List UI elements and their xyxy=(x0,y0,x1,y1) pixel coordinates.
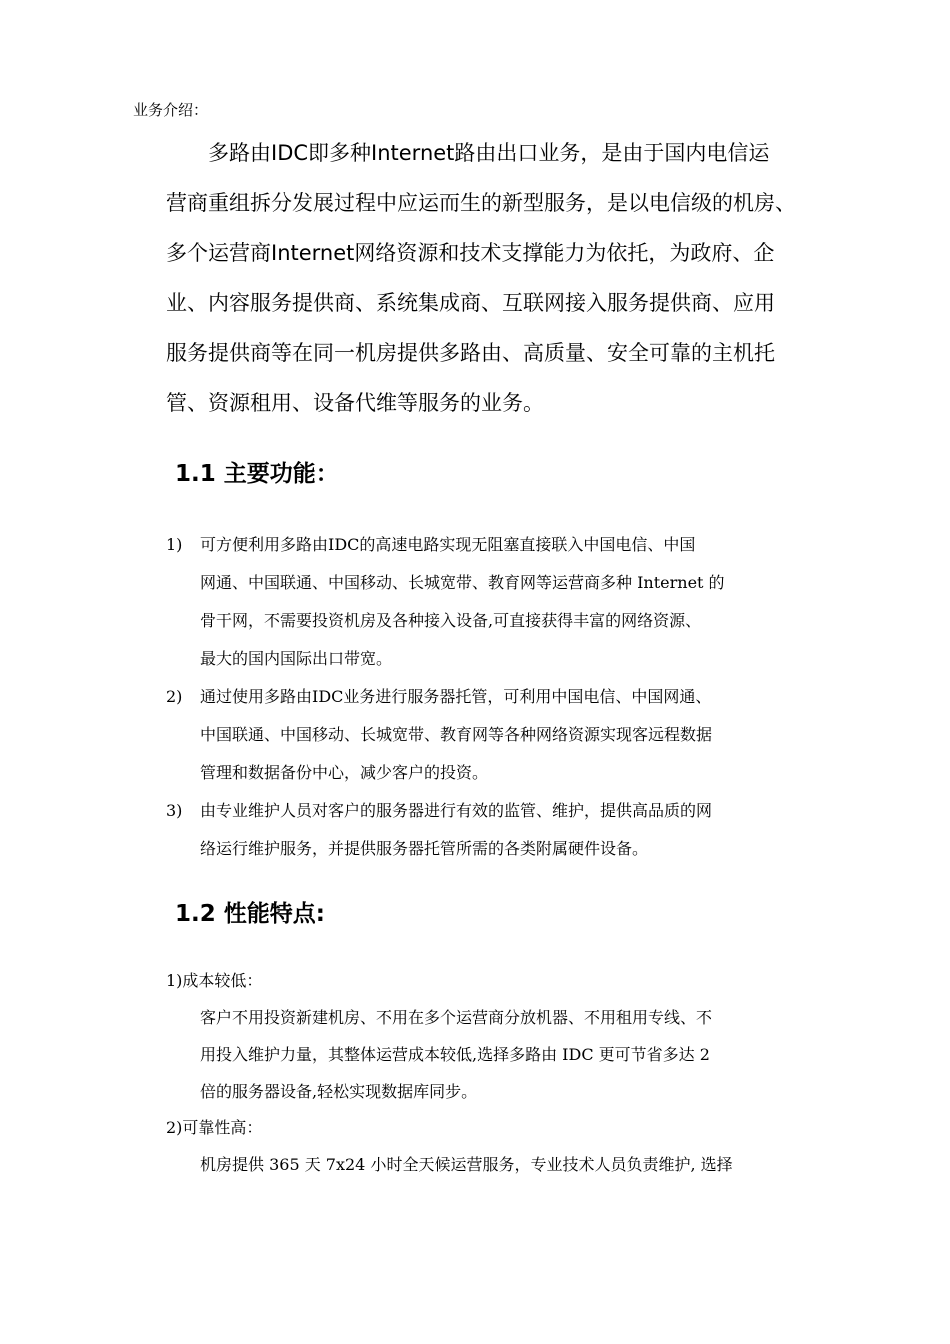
feature-title: 1)成本较低： xyxy=(166,971,263,990)
feature-title: 2)可靠性高： xyxy=(166,1118,263,1137)
list-item-line: 由专业维护人员对客户的服务器进行有效的监管、维护，提供高品质的网 xyxy=(200,801,713,820)
features-list xyxy=(166,963,826,1183)
section-label: 业务介绍： xyxy=(133,101,209,119)
intro-line: 业、内容服务提供商、系统集成商、互联网接入服务提供商、应用 xyxy=(166,291,775,315)
list-item xyxy=(166,678,826,792)
intro-line: 管、资源租用、设备代维等服务的业务。 xyxy=(166,391,544,415)
intro-line: 多路由IDC即多种Internet路由出口业务，是由于国内电信运 xyxy=(208,141,770,165)
list-item-text xyxy=(200,678,826,792)
list-item xyxy=(166,526,826,678)
feature-line: 客户不用投资新建机房、不用在多个运营商分放机器、不用租用专线、不 xyxy=(200,1008,713,1027)
list-item-line: 管理和数据备份中心，减少客户的投资。 xyxy=(200,763,489,782)
list-item-line: 网通、中国联通、中国移动、长城宽带、教育网等运营商多种 Internet 的 xyxy=(200,573,725,592)
list-item-number: 1) xyxy=(166,535,183,554)
list-item-number: 3) xyxy=(166,801,183,820)
list-item xyxy=(166,792,826,868)
feature-line: 用投入维护力量，其整体运营成本较低,选择多路由 IDC 更可节省多达 2 xyxy=(200,1045,710,1064)
section-heading-main-functions: 1.1 主要功能： xyxy=(175,461,339,487)
intro-paragraph xyxy=(166,128,828,428)
intro-line: 服务提供商等在同一机房提供多路由、高质量、安全可靠的主机托 xyxy=(166,341,775,365)
section-heading-performance: 1.2 性能特点: xyxy=(175,901,325,927)
list-item-line: 最大的国内国际出口带宽。 xyxy=(200,649,393,668)
functions-list xyxy=(166,526,826,868)
feature-item xyxy=(166,963,826,1110)
feature-line: 倍的服务器设备,轻松实现数据库同步。 xyxy=(200,1082,478,1101)
feature-text xyxy=(200,1146,826,1183)
feature-text xyxy=(200,999,826,1110)
intro-line: 营商重组拆分发展过程中应运而生的新型服务，是以电信级的机房、 xyxy=(166,191,796,215)
list-item-line: 通过使用多路由IDC业务进行服务器托管，可利用中国电信、中国网通、 xyxy=(200,687,712,706)
list-item-line: 络运行维护服务，并提供服务器托管所需的各类附属硬件设备。 xyxy=(200,839,649,858)
intro-line: 多个运营商Internet网络资源和技术支撑能力为依托，为政府、企 xyxy=(166,241,775,265)
list-item-line: 中国联通、中国移动、长城宽带、教育网等各种网络资源实现客远程数据 xyxy=(200,725,713,744)
list-item-line: 骨干网，不需要投资机房及各种接入设备,可直接获得丰富的网络资源、 xyxy=(200,611,702,630)
feature-line: 机房提供 365 天 7x24 小时全天候运营服务，专业技术人员负责维护, 选择 xyxy=(200,1155,733,1174)
list-item-number: 2) xyxy=(166,687,183,706)
list-item-text xyxy=(200,792,826,868)
list-item-text xyxy=(200,526,826,678)
feature-item xyxy=(166,1110,826,1183)
list-item-line: 可方便利用多路由IDC的高速电路实现无阻塞直接联入中国电信、中国 xyxy=(200,535,696,554)
